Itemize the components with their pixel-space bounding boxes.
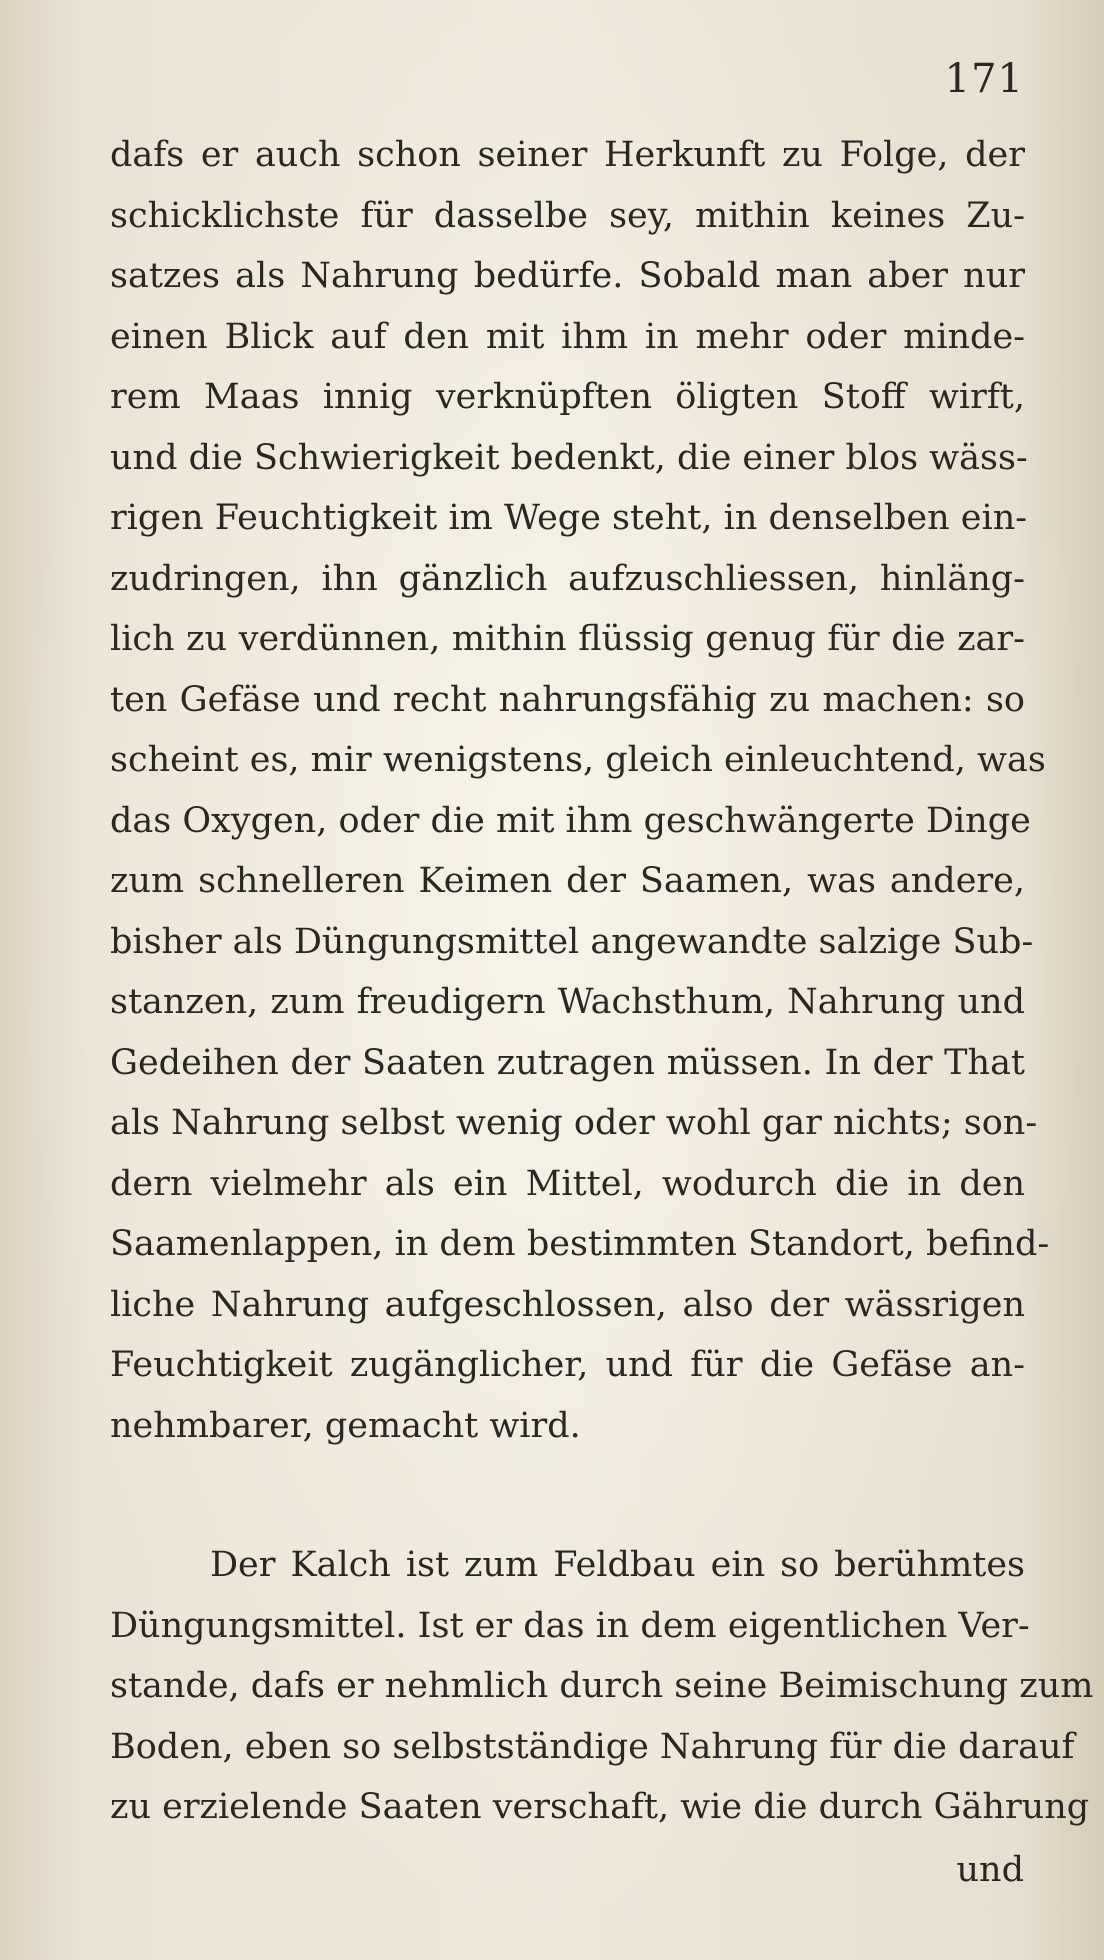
text-line: zum schnelleren Keimen der Saamen, was andere, (110, 861, 1025, 901)
text-line: Feuchtigkeit zugänglicher, und für die Gefäse an- (110, 1345, 1025, 1385)
text-line: und die Schwierigkeit bedenkt, die einer blos wäss- (110, 437, 1028, 478)
text-line: dern vielmehr als ein Mittel, wodurch die in den (110, 1163, 1025, 1204)
text-line: als Nahrung selbst wenig oder wohl gar nichts; son- (110, 1103, 1038, 1143)
text-line: lich zu verdünnen, mithin flüssig genug für die zar- (110, 619, 1025, 659)
text-line: das Oxygen, oder die mit ihm geschwängerte Dinge (110, 800, 1031, 841)
text-line: Saamenlappen, in dem bestimmten Standort, befind- (110, 1224, 1050, 1264)
catchword: und (956, 1850, 1024, 1890)
text-line: stande, dafs er nehmlich durch seine Beimischung zum (110, 1666, 1094, 1706)
text-line: satzes als Nahrung bedürfe. Sobald man aber nur (110, 256, 1025, 296)
text-line: zudringen, ihn gänzlich aufzuschliessen, hinläng- (110, 558, 1025, 599)
text-line: scheint es, mir wenigstens, gleich einleuchtend, was (110, 740, 1046, 780)
text-line: Der Kalch ist zum Feldbau ein so berühmtes (210, 1545, 1025, 1585)
paragraph-1 (110, 125, 1050, 1456)
text-line: rem Maas innig verknüpften öligten Stoff wirft, (110, 377, 1025, 417)
text-line: rigen Feuchtigkeit im Wege steht, in denselben ein- (110, 498, 1028, 538)
text-line: dafs er auch schon seiner Herkunft zu Folge, der (110, 135, 1025, 175)
page-number: 171 (944, 56, 1024, 102)
text-line: stanzen, zum freudigern Wachsthum, Nahrung und (110, 982, 1025, 1022)
paragraph-2 (110, 1535, 1094, 1838)
text-line: Boden, eben so selbstständige Nahrung für die darauf (110, 1726, 1075, 1767)
text-line: Düngungsmittel. Ist er das in dem eigentlichen Ver- (110, 1605, 1030, 1646)
text-line: schicklichste für dasselbe sey, mithin keines Zu- (110, 195, 1025, 236)
text-line: zu erzielende Saaten verschaft, wie die durch Gährung (110, 1787, 1090, 1827)
text-line: Gedeihen der Saaten zutragen müssen. In der That (110, 1042, 1025, 1083)
text-line: ten Gefäse und recht nahrungsfähig zu machen: so (110, 679, 1025, 720)
text-line: nehmbarer, gemacht wird. (110, 1405, 581, 1446)
text-line: einen Blick auf den mit ihm in mehr oder minde- (110, 316, 1025, 357)
text-line: liche Nahrung aufgeschlossen, also der wässrigen (110, 1284, 1025, 1325)
text-line: bisher als Düngungsmittel angewandte salzige Sub- (110, 921, 1034, 962)
